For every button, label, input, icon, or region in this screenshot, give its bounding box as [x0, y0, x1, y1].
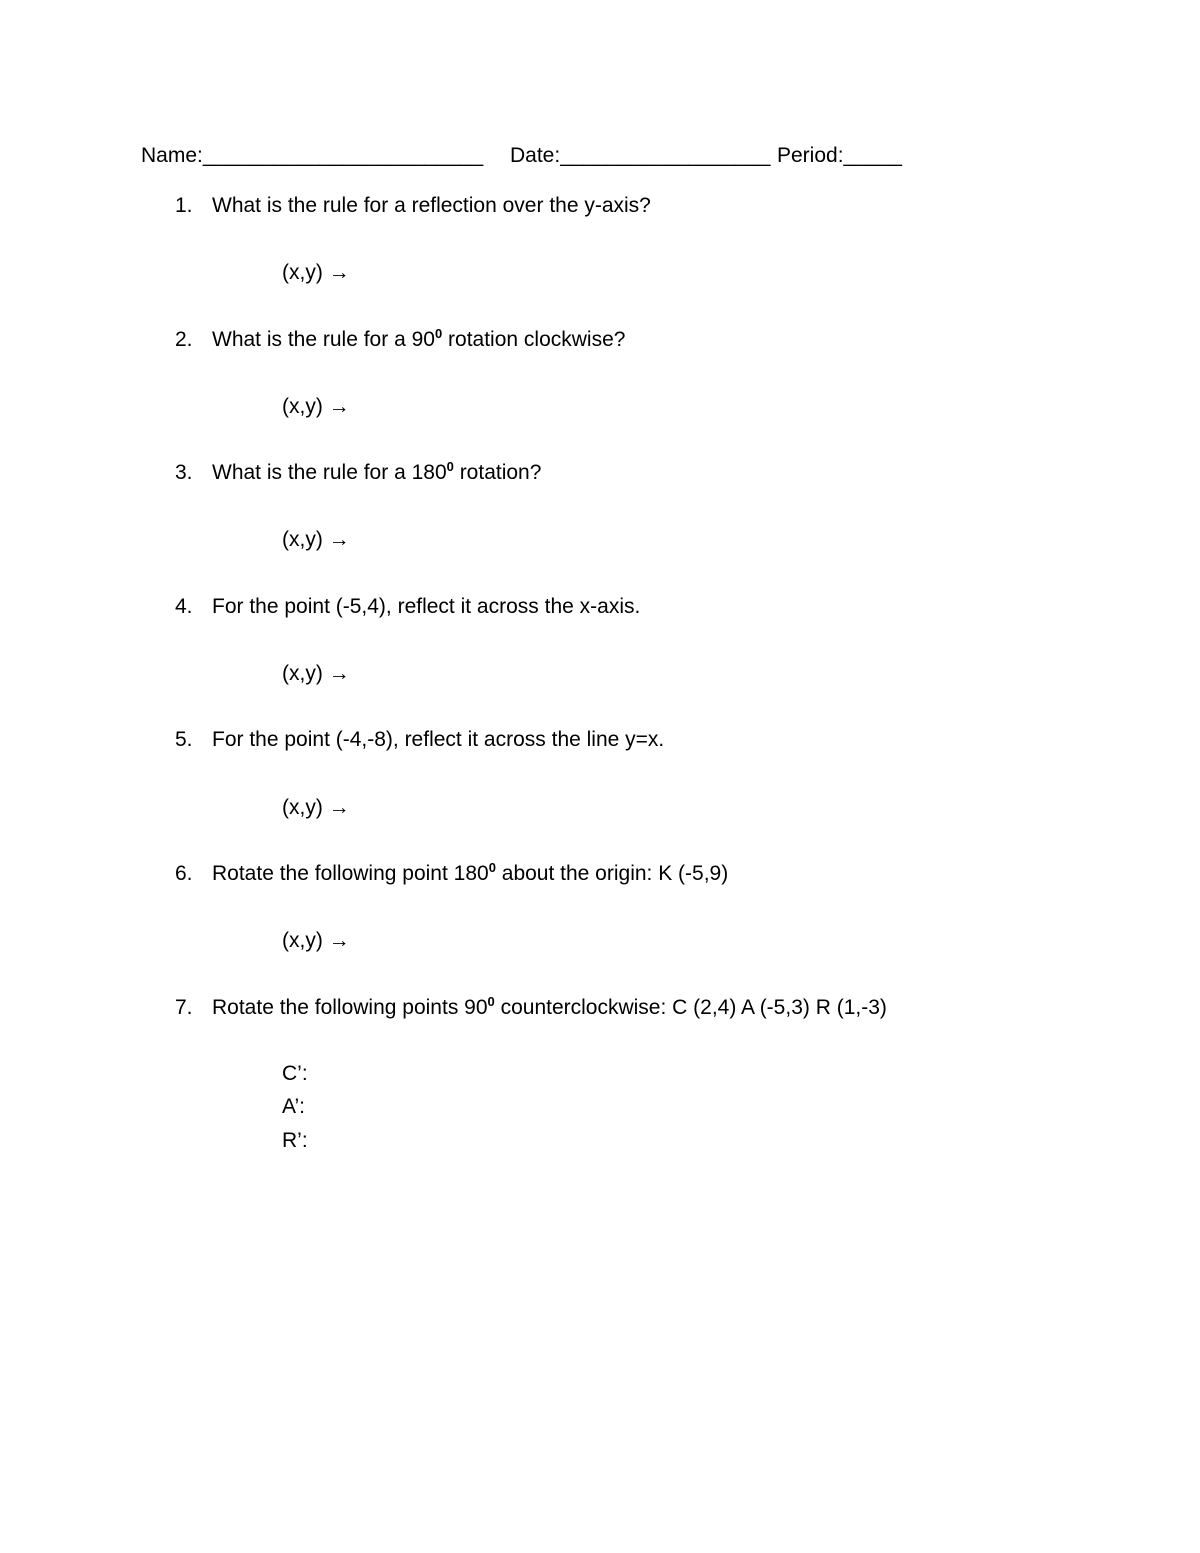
answer-prompt[interactable]: (x,y) → [282, 261, 350, 284]
question-text: Rotate the following point $180^0$ about the origin: K (-5,9) [212, 860, 729, 885]
date-field[interactable]: Date:__________________ [510, 144, 771, 167]
answer-prompt[interactable]: (x,y) → [282, 796, 350, 819]
answer-c-prime[interactable]: C’: [282, 1062, 308, 1085]
degree-superscript: 0 [446, 459, 454, 474]
question-text: What is the rule for a $90^0$ rotation clockwise? [212, 326, 626, 351]
answer-r-prime[interactable]: R’: [282, 1129, 308, 1152]
question-text: What is the rule for a reflection over the y-axis? [212, 194, 651, 217]
question-text: For the point (-4,-8), reflect it across the line y=x. [212, 728, 665, 751]
answer-a-prime[interactable]: A’: [282, 1095, 305, 1118]
question-text: For the point (-5,4), reflect it across the x-axis. [212, 595, 641, 618]
answer-prompt[interactable]: (x,y) → [282, 662, 350, 685]
degree-superscript: 0 [434, 326, 443, 341]
question-number: 5. [175, 728, 193, 751]
question-number: 3. [175, 461, 193, 484]
period-field[interactable]: Period:_____ [777, 144, 902, 167]
question-number: 2. [175, 328, 193, 351]
question-number: 1. [175, 194, 193, 217]
degree-superscript: 0 [488, 860, 496, 875]
question-text: What is the rule for a $180^0$ rotation? [212, 459, 542, 484]
answer-prompt[interactable]: (x,y) → [282, 929, 350, 952]
answer-prompt[interactable]: (x,y) → [282, 528, 350, 551]
question-number: 4. [175, 595, 193, 618]
answer-prompt[interactable]: (x,y) → [282, 395, 350, 418]
degree-superscript: 0 [487, 994, 495, 1009]
question-number: 7. [175, 996, 193, 1019]
question-text: Rotate the following points $90^0$ counterclockwise: C (2,4) A (-5,3) R (1,-3) [212, 994, 887, 1019]
name-field[interactable]: Name:________________________ [141, 144, 484, 167]
question-number: 6. [175, 862, 193, 885]
